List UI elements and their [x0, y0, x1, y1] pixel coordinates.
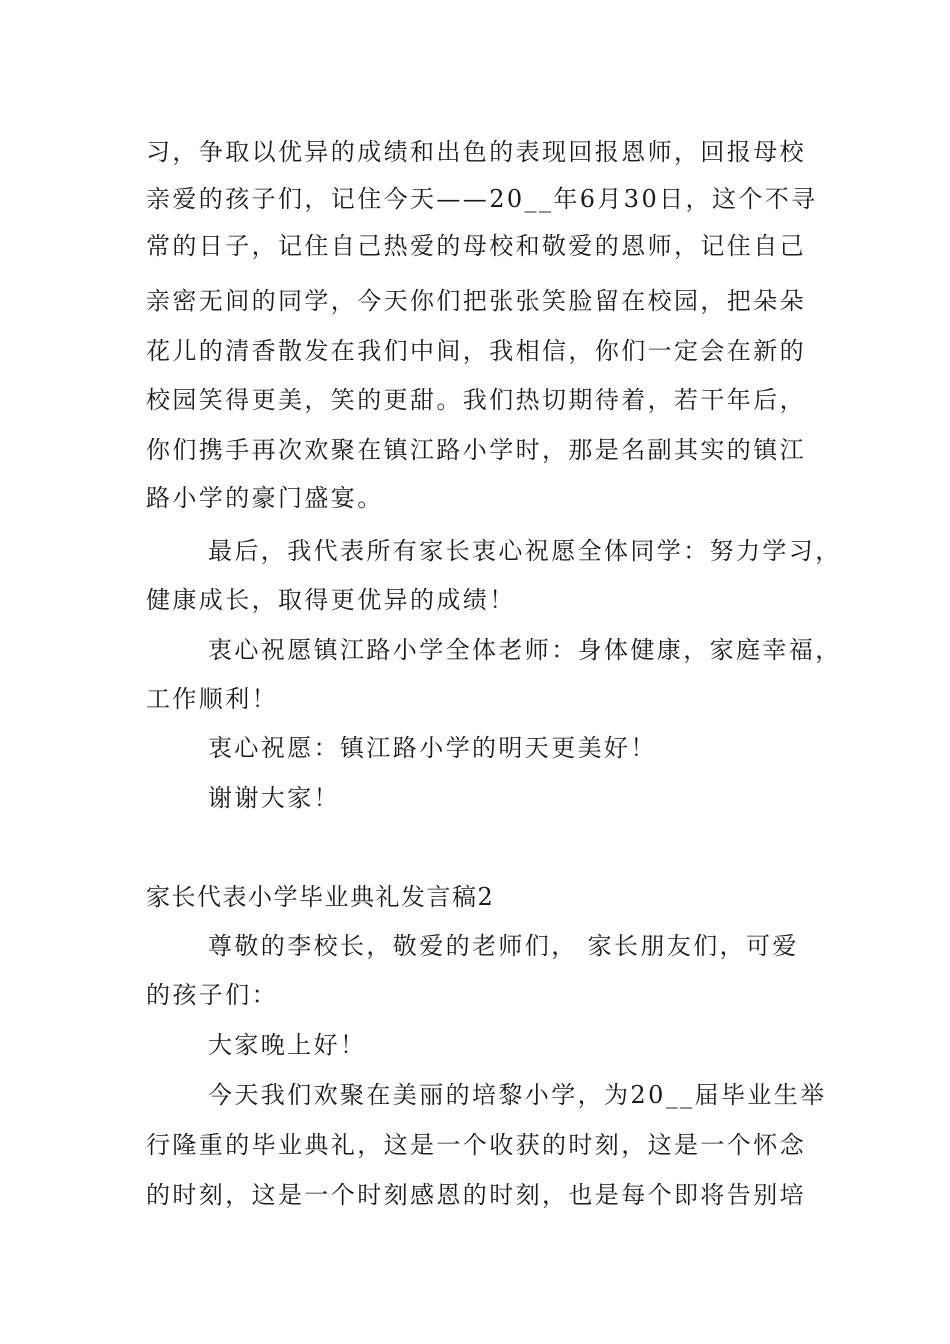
body-line: 行隆重的毕业典礼，这是一个收获的时刻，这是一个怀念 — [146, 1131, 806, 1159]
closing-paragraph-line: 衷心祝愿镇江路小学全体老师：身体健康，家庭幸福， — [208, 636, 842, 664]
paragraph-line: 常的日子，记住自己热爱的母校和敬爱的恩师，记住自己 — [146, 232, 806, 260]
paragraph-line: 校园笑得更美，笑的更甜。我们热切期待着，若干年后， — [146, 386, 806, 414]
closing-paragraph-line: 工作顺利！ — [146, 685, 278, 713]
thanks-line: 谢谢大家！ — [208, 784, 340, 812]
paragraph-line: 亲密无间的同学，今天你们把张张笑脸留在校园，把朵朵 — [146, 287, 806, 315]
section-heading: 家长代表小学毕业典礼发言稿2 — [146, 883, 495, 911]
good-evening-line: 大家晚上好！ — [208, 1031, 367, 1059]
closing-paragraph-line: 健康成长，取得更优异的成绩！ — [146, 586, 516, 614]
body-line: 今天我们欢聚在美丽的培黎小学，为20__届毕业生举 — [208, 1081, 827, 1109]
greeting-line: 尊敬的李校长，敬爱的老师们， 家长朋友们，可爱 — [208, 932, 799, 960]
paragraph-line: 路小学的豪门盛宴。 — [146, 484, 384, 512]
paragraph-line: 习，争取以优异的成绩和出色的表现回报恩师，回报母校 — [146, 138, 806, 166]
paragraph-line: 花儿的清香散发在我们中间，我相信，你们一定会在新的 — [146, 337, 806, 365]
closing-paragraph-line: 最后，我代表所有家长衷心祝愿全体同学：努力学习， — [208, 537, 842, 565]
body-line: 的时刻，这是一个时刻感恩的时刻，也是每个即将告别培 — [146, 1181, 806, 1209]
paragraph-line: 亲爱的孩子们，记住今天——20__年6月30日，这个不寻 — [146, 185, 818, 213]
paragraph-line: 你们携手再次欢聚在镇江路小学时，那是名副其实的镇江 — [146, 436, 806, 464]
greeting-line: 的孩子们： — [146, 981, 278, 1009]
closing-wish: 衷心祝愿：镇江路小学的明天更美好！ — [208, 734, 657, 762]
